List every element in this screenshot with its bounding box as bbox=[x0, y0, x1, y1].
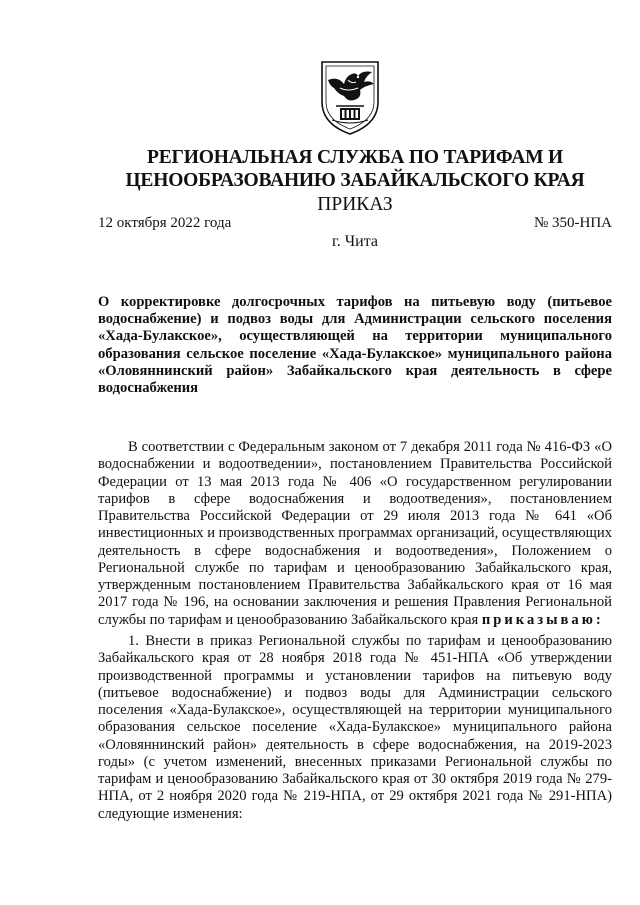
coat-of-arms-icon bbox=[318, 58, 382, 136]
document-type: ПРИКАЗ bbox=[317, 194, 393, 215]
document-subject: О корректировке долгосрочных тарифов на питьевую воду (питьевое водоснабжение) и подвоз воды для Администрации сельского поселения «Хада-Булакское», осуществляющей на территории муниципального образования сельское поселение «Хада-Булакское» муниципального района «Оловяннинский район» Забайкальского края деятельность в сфере водоснабжения bbox=[98, 294, 612, 397]
preamble-paragraph bbox=[98, 439, 612, 629]
document-city: г. Чита bbox=[331, 233, 378, 250]
org-title-line-2: ЦЕНООБРАЗОВАНИЮ ЗАБАЙКАЛЬСКОГО КРАЯ bbox=[125, 170, 585, 191]
preamble-text: В соответствии с Федеральным законом от 7 декабря 2011 года № 416-ФЗ «О водоснабжении и водоотведении», постановлением Правительства Российской Федерации от 13 мая 2013 года № 406 «О государственном регулировании тарифов в сфере водоснабжения и водоотведения», постановлением Правительства Российской Федерации от 29 июля 2013 года № 641 «Об инвестиционных и производственных программах организаций, осуществляющих деятельность в сфере водоснабжения и водоотведения», Положением о Региональной службе по тарифам и ценообразованию Забайкальского края, утвержденным постановлением Правительства Забайкальского края от 16 мая 2017 года № 196, на основании заключения и решения Правления Региональной службы по тарифам и ценообразованию Забайкальского края bbox=[98, 439, 612, 628]
order-word: приказываю: bbox=[481, 611, 604, 628]
document-number: № 350-НПА bbox=[533, 215, 612, 231]
org-title-line-1: РЕГИОНАЛЬНАЯ СЛУЖБА ПО ТАРИФАМ И bbox=[147, 147, 563, 168]
document-date: 12 октября 2022 года bbox=[98, 215, 232, 231]
organization-title bbox=[100, 146, 610, 192]
item-1-paragraph: 1. Внести в приказ Региональной службы по тарифам и ценообразованию Забайкальского края от 28 ноября 2018 года № 451-НПА «Об утверждении производственной программы и установлении тарифов на питьевую воду (питьевое водоснабжение) и подвоз воды для Администрации сельского поселения «Хада-Булакское», осуществляющей на территории муниципального образования сельское поселение «Хада-Булакское» муниципального района «Оловяннинский район» деятельность в сфере водоснабжения, на 2019-2023 годы» (с учетом изменений, внесенных приказами Региональной службы по тарифам и ценообразованию Забайкальского края от 30 октября 2019 года № 279-НПА, от 2 ноября 2020 года № 219-НПА, от 29 октября 2021 года № 291-НПА) следующие изменения: bbox=[98, 633, 612, 822]
